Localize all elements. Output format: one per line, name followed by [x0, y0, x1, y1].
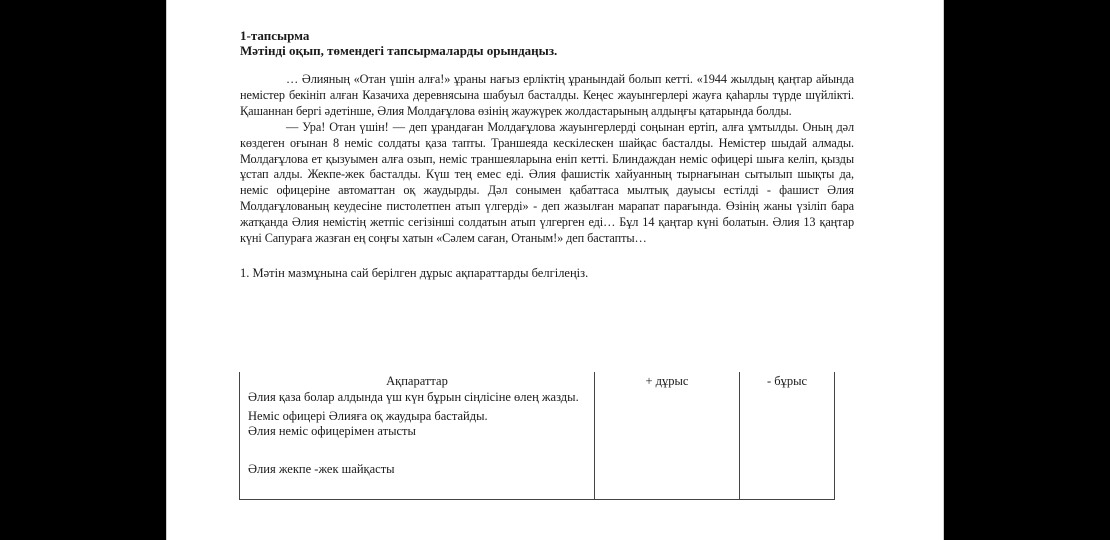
header-correct: + дұрыс [595, 372, 740, 390]
document-content [240, 28, 854, 281]
text-paragraph-2: — Ура! Отан үшін! — деп ұрандаған Молдағұлова жауынгерлерді соңынан ертіп, алға ұмтылды. Оның дәл көздеген оғынан 8 неміс солдаты қаза тапты. Траншеяда кескілескен шайқас басталды. Немістер шыдай алмады. Молдағұлова ет қызуымен алға озып, неміс траншеяларына еніп кетті. Блиндаждан неміс офицері шыға келіп, қызды ұстап алды. Жекпе-жек басталды. Күш тең емес еді. Әлия фашистік хайуанның тырнағынан сытылып шықты да, неміс офицеріне автоматтан оқ жаудырды. Дәл сонымен қабаттаса мылтық дауысы естілді - фашист Әлия Молдағұлованың кеудесіне пистолетпен атып үлгерді» - деп жазылған марапат парағында. Өзінің жаны үзіліп бара жатқанда Әлия немістің жетпіс сегізінші солдатын атып үлгерген еді… Бұл 14 қаңтар күні болатын. Әлия 13 қаңтар күні Сапураға жазған ең соңғы хатын «Сәлем саған, Отаным!» деп бастапты… [240, 119, 854, 246]
statement-3: Әлия неміс офицерімен атысты [248, 424, 416, 438]
document-page [166, 0, 944, 540]
task-title: 1-тапсырма [240, 28, 310, 43]
table-header-row [240, 372, 835, 390]
statement-2: Неміс офицері Әлияға оқ жаудыра бастайды. [248, 409, 488, 423]
header-info: Ақпараттар [240, 372, 595, 390]
incorrect-mark-cell[interactable] [740, 390, 835, 500]
header-incorrect: - бұрыс [740, 372, 835, 390]
task-instruction: Мәтінді оқып, төмендегі тапсырмаларды орындаңыз. [240, 43, 558, 58]
answers-table [239, 372, 835, 500]
question-1: 1. Мәтін мазмұнына сай берілген дұрыс ақпараттарды белгілеңіз. [240, 265, 589, 280]
statements-cell [240, 390, 595, 500]
statement-1: Әлия қаза болар алдында үш күн бұрын сіңлісіне өлең жазды. [248, 390, 579, 404]
statement-4: Әлия жекпе -жек шайқасты [248, 462, 395, 476]
table-row [240, 390, 835, 500]
correct-mark-cell[interactable] [595, 390, 740, 500]
text-paragraph-1: … Әлияның «Отан үшін алға!» ұраны нағыз ерліктің ұранындай болып кетті. «1944 жылдың қаңтар айында немістер бекініп алған Казачиха деревнясына шабуыл басталды. Кеңес жауынгерлері жауға қаһарлы түрде шүйлікті. Қашаннан бергі әдетінше, Әлия Молдағұлова өзінің жаужүрек жолдастарының алдыңғы қатарында болды. [240, 72, 854, 118]
